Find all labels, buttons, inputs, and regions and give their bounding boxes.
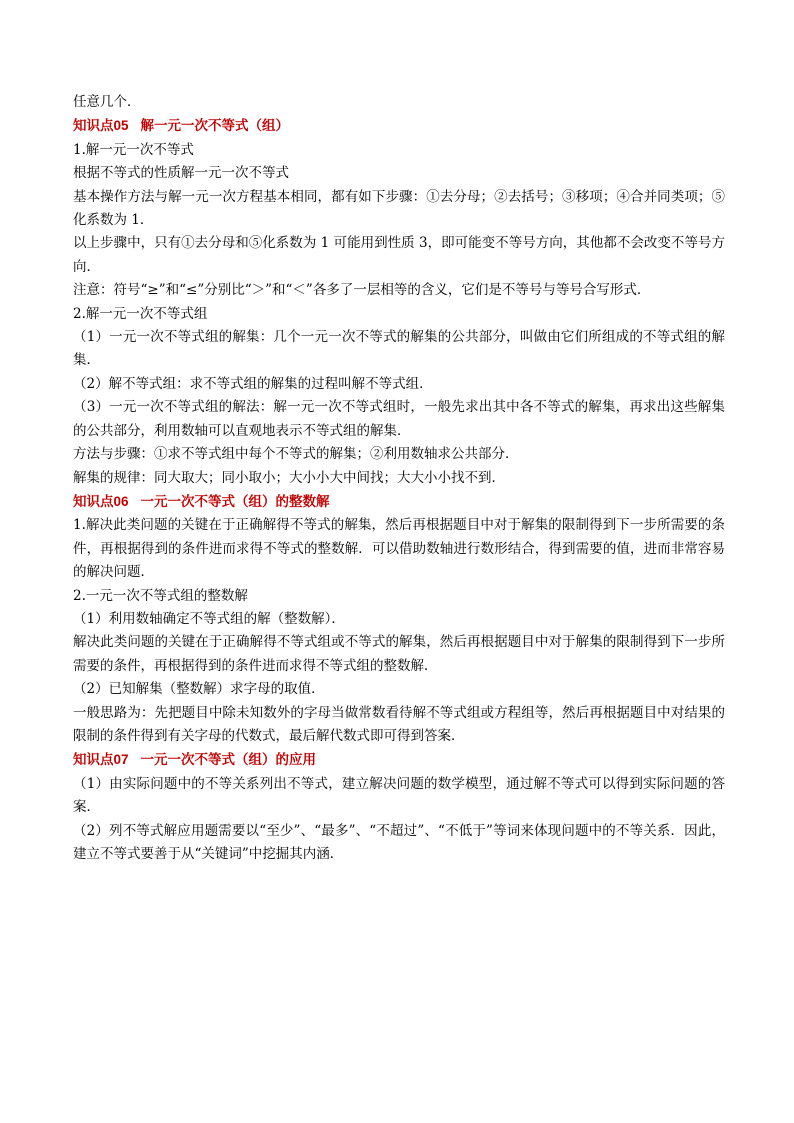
paragraph: 2.解一元一次不等式组 xyxy=(73,305,208,322)
paragraph: （2）解不等式组：求不等式组的解集的过程叫解不等式组． xyxy=(73,375,433,392)
paragraph: （1）由实际问题中的不等关系列出不等式，建立解决问题的数学模型，通过解不等式可以得到实际问题的答案． xyxy=(73,775,725,816)
section-number: 知识点07 xyxy=(73,752,129,768)
paragraph: 一般思路为：先把题目中除未知数外的字母当做常数看待解不等式组或方程组等，然后再根据题目中对结果的限制的条件得到有关字母的代数式，最后解代数式即可得到答案． xyxy=(73,704,725,744)
paragraph: 方法与步骤：①求不等式组中每个不等式的解集；②利用数轴求公共部分． xyxy=(73,446,519,463)
paragraph: （2）列不等式解应用题需要以“至少”、“最多”、“不超过”、“不低于”等词来体现问题中的不等关系．因此，建立不等式要善于从“关键词”中挖掘其内涵． xyxy=(73,822,725,862)
paragraph: 基本操作方法与解一元一次方程基本相同，都有如下步骤：①去分母；②去括号；③移项；④合并同类项；⑤化系数为 1． xyxy=(73,188,725,229)
paragraph: （1）利用数轴确定不等式组的解（整数解）． xyxy=(73,610,345,627)
paragraph: 解决此类问题的关键在于正确解得不等式组或不等式的解集，然后再根据题目中对于解集的限制得到下一步所需要的条件，再根据得到的条件进而求得不等式组的整数解． xyxy=(73,634,725,674)
paragraph: 任意几个． xyxy=(73,94,141,110)
paragraph: 根据不等式的性质解一元一次不等式 xyxy=(73,165,289,182)
paragraph: 1.解一元一次不等式 xyxy=(73,141,194,158)
paragraph: （1）一元一次不等式组的解集：几个一元一次不等式的解集的公共部分，叫做由它们所组成的不等式组的解集． xyxy=(73,329,725,369)
section-heading xyxy=(73,114,725,138)
paragraph: （3）一元一次不等式组的解法：解一元一次不等式组时，一般先求出其中各不等式的解集，再求出这些解集的公共部分，利用数轴可以直观地表示不等式组的解集． xyxy=(73,399,725,439)
paragraph: 2.一元一次不等式组的整数解 xyxy=(73,587,248,604)
section-number: 知识点05 xyxy=(73,118,129,134)
paragraph: 以上步骤中，只有①去分母和⑤化系数为 1 可能用到性质 3，即可能变不等号方向，其他都不会改变不等号方向． xyxy=(73,235,725,275)
paragraph: 注意：符号“≥”和“≤”分别比“＞”和“＜”各多了一层相等的含义，它们是不等号与等号合写形式． xyxy=(73,282,651,299)
section-heading xyxy=(73,490,725,514)
section-heading xyxy=(73,748,725,772)
section-title: 一元一次不等式（组）的整数解 xyxy=(140,493,330,510)
section-title: 解一元一次不等式（组） xyxy=(140,118,290,135)
paragraph: 解集的规律：同大取大；同小取小；大小小大中间找；大大小小找不到． xyxy=(73,469,505,486)
section-number: 知识点06 xyxy=(73,493,129,509)
document-body xyxy=(73,91,725,866)
paragraph: （2）已知解集（整数解）求字母的取值． xyxy=(73,681,325,698)
paragraph: 1.解决此类问题的关键在于正确解得不等式的解集，然后再根据题目中对于解集的限制得到下一步所需要的条件，再根据得到的条件进而求得不等式的整数解．可以借助数轴进行数形结合，得到需要的值，进而非常容易的解决问题． xyxy=(73,517,725,581)
section-title: 一元一次不等式（组）的应用 xyxy=(140,752,317,769)
